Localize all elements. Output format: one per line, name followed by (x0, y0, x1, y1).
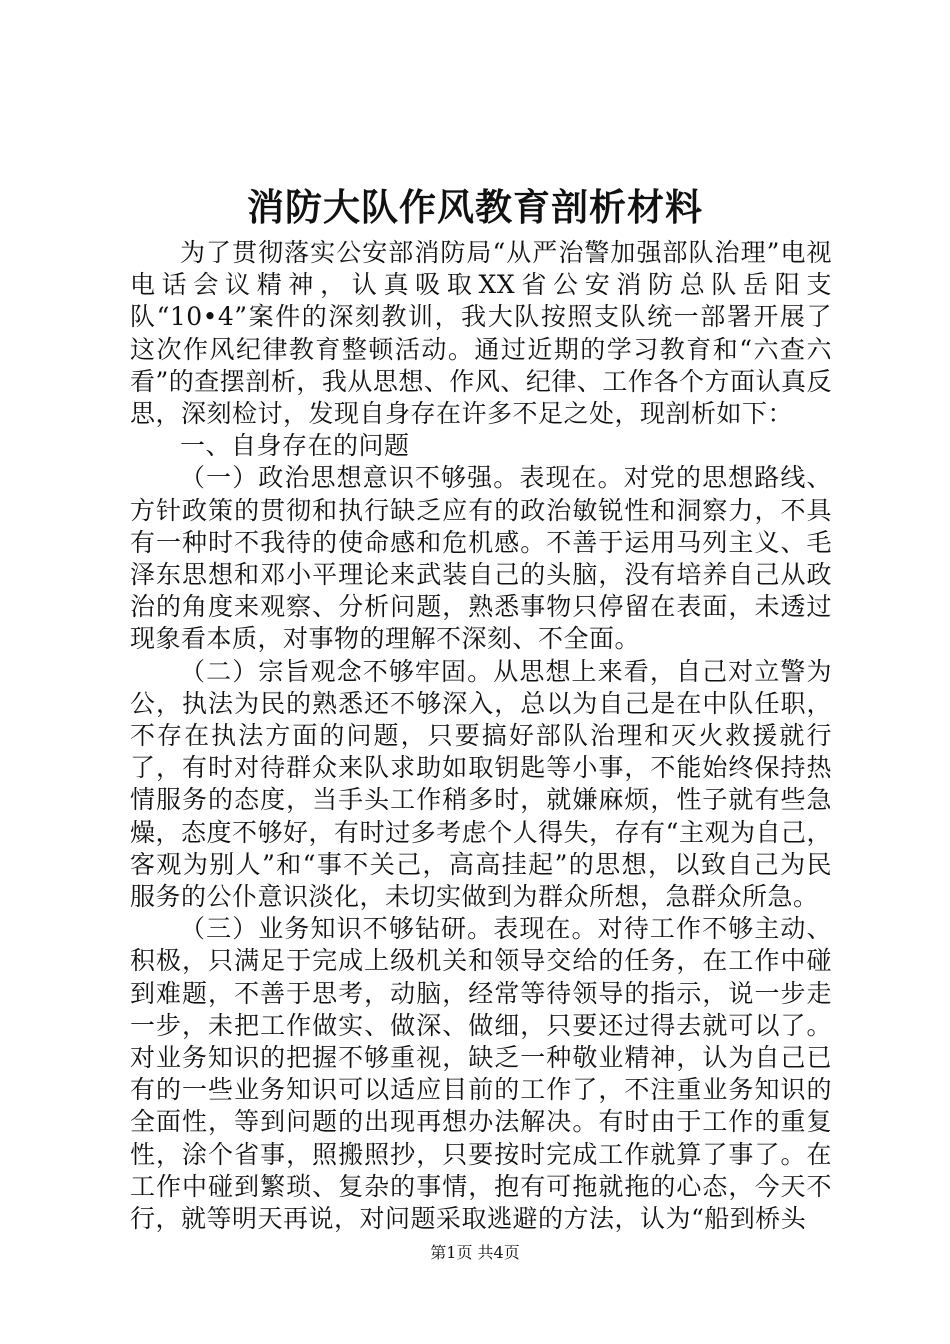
document-title: 消防大队作风教育剖析材料 (247, 185, 703, 229)
page-footer: 第1页 共4页 (430, 1243, 520, 1262)
issue-paragraph-2: （二）宗旨观念不够牢固。从思想上来看，自己对立警为公，执法为民的熟悉还不够深入，总以为自己是在中队任职，不存在执法方面的问题，只要搞好部队治理和灭火救援就行了，有时对待群众来队求助如取钥匙等小事，不能始终保持热情服务的态度，当手头工作稍多时，就嫌麻烦，性子就有些急燥，态度不够好，有时过多考虑个人得失，存有“主观为自己，客观为别人”和“事不关己，高高挂起”的思想，以致自己为民服务的公仆意识淡化，未切实做到为群众所想，急群众所急。 (130, 656, 832, 912)
document-body (130, 237, 832, 1235)
section-heading: 一、自身存在的问题 (180, 431, 410, 461)
issue-paragraph-1: （一）政治思想意识不够强。表现在。对党的思想路线、方针政策的贯彻和执行缺乏应有的政治敏锐性和洞察力，不具有一种时不我待的使命感和危机感。不善于运用马列主义、毛泽东思想和邓小平理论来武装自己的头脑，没有培养自己从政治的角度来观察、分析问题，熟悉事物只停留在表面，未透过现象看本质，对事物的理解不深刻、不全面。 (130, 463, 832, 654)
intro-paragraph: 为了贯彻落实公安部消防局“从严治警加强部队治理”电视电话会议精神，认真吸取XX省公安消防总队岳阳支队“10•4”案件的深刻教训，我大队按照支队统一部署开展了这次作风纪律教育整顿活动。通过近期的学习教育和“六查六看”的查摆剖析，我从思想、作风、纪律、工作各个方面认真反思，深刻检讨，发现自身存在许多不足之处，现剖析如下： (130, 238, 832, 429)
issue-paragraph-3: （三）业务知识不够钻研。表现在。对待工作不够主动、积极，只满足于完成上级机关和领导交给的任务，在工作中碰到难题，不善于思考，动脑，经常等待领导的指示，说一步走一步，未把工作做实、做深、做细，只要还过得去就可以了。对业务知识的把握不够重视，缺乏一种敬业精神，认为自己已有的一些业务知识可以适应目前的工作了，不注重业务知识的全面性，等到问题的出现再想办法解决。有时由于工作的重复性，涂个省事，照搬照抄，只要按时完成工作就算了事了。在工作中碰到繁琐、复杂的事情，抱有可拖就拖的心态，今天不行，就等明天再说，对问题采取逃避的方法，认为“船到桥头 (130, 914, 832, 1234)
